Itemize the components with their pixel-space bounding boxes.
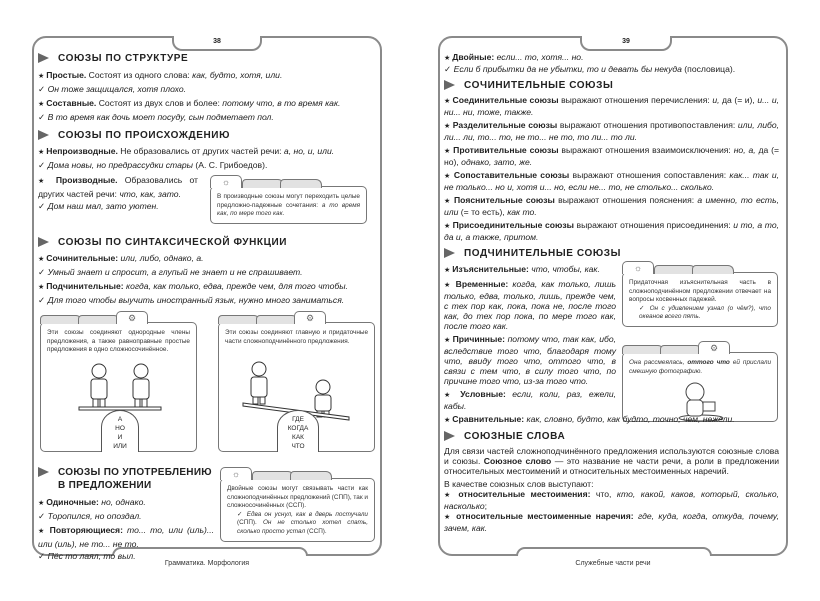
lightbulb-icon: ☼ — [210, 175, 242, 188]
tip-note — [210, 177, 367, 224]
text-run: где, куда, когда, откуда, почему, зачем, как. — [444, 511, 779, 533]
note-text — [629, 279, 771, 305]
illustration-note — [622, 343, 778, 422]
text-run: Эти союзы соединяют главную и придаточные части сложноподчинённого предложения. — [225, 329, 368, 345]
note-text — [227, 485, 368, 511]
text-run: Союзное слово — [483, 456, 552, 466]
text-run: Он с удивлением узнал (о чём?), что океанов всего пять. — [639, 304, 771, 321]
text-run: и, — [712, 95, 723, 105]
word: КАК — [292, 434, 304, 441]
structure-section — [38, 69, 375, 123]
text-run: но, а, — [733, 145, 759, 155]
text-run: Разделительные союзы — [452, 120, 558, 130]
text-run: выражают отношения присоединения: — [573, 220, 734, 230]
text-run: но, однако. — [101, 497, 146, 507]
illustration-row — [38, 313, 375, 454]
text-run: Эти союзы соединяют однородные члены предложения, а также равноправные простые предложения в одно сложносочинённое. — [47, 329, 190, 354]
attaching-item — [444, 220, 779, 242]
subordinating-row — [444, 264, 779, 411]
origin-section — [38, 145, 375, 171]
conj-words-section — [444, 446, 779, 533]
text-run: Противительные союзы — [453, 145, 559, 155]
example — [38, 111, 375, 123]
double-conj-block — [444, 52, 779, 74]
text-run: да (= и), — [722, 95, 758, 105]
text-run: Дома новы, но предрассудки стары — [47, 160, 193, 170]
text-run: Состоят из одного слова: — [86, 70, 193, 80]
section-heading: СОЮЗЫ ПО СИНТАКСИЧЕСКОЙ ФУНКЦИИ — [38, 236, 375, 249]
subordinating-illustration-box — [218, 313, 375, 452]
conjunction-circle — [277, 410, 319, 452]
text-run: Придаточная изъяснительная часть в сложноподчинённом предложении отвечает на вопросы косвенных падежей. — [629, 279, 771, 304]
text-run: выражают отношения перечисления: — [558, 95, 713, 105]
text-run: Для связи частей сложноподчинённого предложения используются союзные слова и союзы. — [444, 446, 779, 466]
disjunctive-item — [444, 120, 779, 142]
note-example — [227, 511, 368, 537]
text-run: кто, какой, каков, который, сколько, насколько — [444, 489, 779, 511]
note-text — [217, 193, 360, 219]
causal-item — [444, 334, 616, 386]
text-run: Производные. — [55, 175, 118, 185]
text-run: что, — [590, 489, 617, 499]
derivative-block — [38, 174, 198, 212]
gear-icon: ⚙ — [294, 311, 326, 324]
text-run: Простые. — [46, 70, 87, 80]
conditional-item — [444, 389, 616, 411]
conj-words-intro — [444, 479, 779, 489]
text-run: однако, зато, же. — [461, 157, 533, 167]
text-run: или, либо, однако, а. — [120, 253, 204, 263]
word: И — [117, 434, 123, 441]
text-run: (А. С. Грибоедов). — [192, 160, 268, 170]
coordinating-item — [38, 252, 375, 266]
text-run: Если б прибытки да не убытки, то и девать бы некуда — [453, 64, 682, 74]
text-run: или, либо, ли... ли, то... то, не то... не то, то ли... то ли. — [444, 120, 779, 142]
coordinating-section — [444, 95, 779, 242]
word: ГДЕ — [292, 416, 304, 423]
text-run: что, как, зато. — [119, 189, 181, 199]
text-run: Непроизводные. — [46, 146, 118, 156]
text-run: Сочинительные: — [46, 253, 119, 263]
example — [38, 510, 214, 522]
temporal-item — [444, 279, 616, 331]
text-run: Умный знает и спросит, а глупый не знает и не спрашивает. — [47, 267, 303, 277]
text-run: Изъяснительные: — [452, 264, 529, 274]
text-run: относительные местоимения: — [458, 489, 591, 499]
text-run: когда, как только, лишь только, едва, только, лишь, прежде чем, с тех пор как, пока, пока не, после того как, до тех пор пока, по мере того как, после того как. — [444, 279, 616, 331]
text-run: да (= но), — [444, 145, 779, 167]
repeating-item — [38, 524, 214, 550]
text-run: если, коли, раз, ежели, кабы. — [444, 389, 616, 411]
gear-icon: ⚙ — [116, 311, 148, 324]
page-number-tab: 39 — [580, 36, 672, 51]
text-run: Двойные: — [452, 52, 495, 62]
box-text — [47, 329, 190, 355]
text-run: и то, а то, да и, а также, притом. — [444, 220, 779, 242]
relative-pronouns-item — [444, 489, 779, 511]
text-run: а, но, и, или. — [283, 146, 335, 156]
section-heading: СОЮЗЫ ПО СТРУКТУРЕ — [38, 52, 375, 65]
section-heading: СОЧИНИТЕЛЬНЫЕ СОЮЗЫ — [444, 79, 779, 92]
nonderivative-item — [38, 145, 375, 159]
text-run: Он тоже защищался, хотя плохо. — [47, 84, 187, 94]
text-run: и... и, ни... ни, тоже, также. — [444, 95, 780, 117]
balanced-seesaw-illustration — [41, 359, 198, 411]
text-run: как, будто, хотя, или. — [192, 70, 283, 80]
text-run: Соединительные союзы — [452, 95, 559, 105]
text-run: Повторяющиеся: — [49, 525, 123, 535]
derivative-item — [38, 174, 198, 200]
text-run: Подчинительные: — [46, 281, 124, 291]
connective-item — [444, 95, 779, 117]
text-run: выражают отношения взаимоисключения: — [558, 145, 734, 155]
text-run: Одиночные: — [46, 497, 99, 507]
text-run: что, чтобы, как. — [531, 264, 600, 274]
note-text — [629, 359, 771, 376]
text-run: Торопился, но опоздал. — [47, 511, 142, 521]
word: КОГДА — [287, 425, 309, 432]
subordinating-item — [38, 280, 375, 294]
example — [38, 83, 375, 95]
compound-conj-item — [38, 97, 375, 111]
conj-words-definition — [444, 446, 779, 476]
word: А — [117, 416, 123, 423]
lightbulb-icon: ☼ — [220, 467, 252, 480]
comparative-item — [444, 170, 779, 192]
comparative-sub-block — [444, 414, 779, 426]
text-run: как... так и, не только... но и, хотя и... но, если не... то, не столько... сколько. — [444, 170, 779, 192]
text-run: потому что, в то время как. — [222, 98, 341, 108]
text-run: а то время как, по мере того как. — [217, 201, 360, 218]
subordinating-section — [444, 264, 616, 411]
tip-note — [622, 263, 778, 327]
text-run: как, словно, будто, как будто, точно, чем, нежели. — [526, 414, 735, 424]
usage-section — [38, 496, 214, 562]
word: ИЛИ — [113, 443, 127, 450]
tip-note — [220, 469, 375, 542]
explanatory-sub-item — [444, 264, 616, 276]
text-run: Присоединительные союзы — [452, 220, 574, 230]
gear-icon: ⚙ — [698, 341, 730, 354]
box-text — [225, 329, 368, 346]
conjunction-circle — [101, 410, 139, 452]
text-run: Дом наш мал, зато уютен. — [47, 201, 159, 211]
left-page-content — [38, 52, 375, 562]
example — [444, 64, 779, 74]
text-run: Временные: — [455, 279, 509, 289]
word: НО — [115, 425, 125, 432]
text-run: Условные: — [460, 389, 506, 399]
text-run: В то время как дочь моет посуду, сын подметает пол. — [47, 112, 274, 122]
text-run: (пословица). — [681, 64, 736, 74]
section-heading: СОЮЗЫ ПО УПОТРЕБЛЕНИЮ В ПРЕДЛОЖЕНИИ — [38, 466, 214, 492]
single-item — [38, 496, 214, 510]
text-run: Она рассмеялась, — [629, 359, 688, 366]
page-footer: Служебные части речи — [575, 560, 651, 567]
text-run: Сравнительные: — [452, 414, 525, 424]
simple-conj-item — [38, 69, 375, 83]
syntax-section — [38, 252, 375, 306]
section-heading: СОЮЗЫ ПО ПРОИСХОЖДЕНИЮ — [38, 129, 375, 142]
text-run: Он не столько хотел спать, сколько просто устал — [237, 519, 369, 535]
adversative-item — [444, 145, 779, 167]
text-run: то... то, или (иль)... или (иль), не то... не то. — [38, 525, 214, 549]
text-run: как то. — [507, 207, 537, 217]
text-run: оттого что — [687, 359, 730, 366]
section-heading: СОЮЗНЫЕ СЛОВА — [444, 430, 779, 443]
text-run: Для того чтобы выучить иностранный язык, нужно много заниматься. — [47, 295, 345, 305]
text-run: выражают отношения пояснения: — [554, 195, 698, 205]
derivative-row — [38, 174, 375, 232]
text-run: выражают отношения сопоставления: — [569, 170, 730, 180]
text-run: потому что, так как, ибо, вследствие того что, благодаря тому что, ввиду того что, оттого что, в связи с тем что, в силу того что, по причине того что, из-за того что. — [444, 334, 616, 386]
note-example — [629, 305, 771, 322]
explanatory-item — [444, 195, 779, 217]
page-footer: Грамматика. Морфология — [164, 560, 250, 567]
text-run: выражают отношения противопоставления: — [557, 120, 738, 130]
text-run: В производные союзы могут переходить целые предложно-падежные сочетания: — [217, 193, 360, 209]
text-run: Пёс то лаял, то выл. — [47, 551, 136, 561]
lightbulb-icon: ☼ — [622, 261, 654, 274]
text-run: (ССП). — [305, 527, 327, 535]
text-run: если... то, хотя... но. — [496, 52, 584, 62]
text-run: ей прислали смешную фотографию. — [629, 359, 771, 375]
coordinating-illustration-box — [40, 313, 197, 452]
text-run: Едва он уснул, как в дверь постучали — [246, 510, 368, 518]
text-run: В качестве союзных слов выступают: — [444, 479, 594, 489]
text-run: Пояснительные союзы — [454, 195, 555, 205]
comparative-sub-item — [444, 414, 779, 426]
text-run: относительные местоименные наречия: — [456, 511, 634, 521]
text-run: а именно, то есть, или — [444, 195, 779, 217]
text-run: ; — [484, 501, 488, 511]
usage-row — [38, 466, 375, 562]
text-run: Причинные: — [452, 334, 505, 344]
example — [38, 200, 198, 212]
text-run: Составные. — [46, 98, 97, 108]
example — [38, 294, 375, 306]
text-run: (= то есть), — [460, 207, 508, 217]
example — [38, 550, 214, 562]
section-heading: ПОДЧИНИТЕЛЬНЫЕ СОЮЗЫ — [444, 247, 779, 260]
text-run: Не образовались от других частей речи: — [117, 146, 284, 156]
double-item — [444, 52, 779, 64]
text-run: Двойные союзы могут связывать части как сложноподчинённых предложений (СПП), так и сложносочинённых (ССП). — [227, 485, 368, 510]
word: ЧТО — [291, 443, 305, 450]
text-run: Сопоставительные союзы — [453, 170, 570, 180]
text-run: — это название не части речи, а роли в предложении относительных местоимений и относительных местоименных наречий. — [444, 456, 779, 476]
right-page-content — [444, 52, 779, 533]
example — [38, 159, 375, 171]
text-run: (СПП). — [237, 519, 263, 527]
text-run: когда, как только, едва, прежде чем, для того чтобы. — [126, 281, 348, 291]
text-run: Состоят из двух слов и более: — [96, 98, 223, 108]
relative-adverbs-item — [444, 511, 779, 533]
page-number-tab: 38 — [172, 36, 262, 51]
example — [38, 266, 375, 278]
text-run: Образовались от других частей речи: — [38, 175, 198, 199]
footer-tab — [516, 547, 712, 556]
